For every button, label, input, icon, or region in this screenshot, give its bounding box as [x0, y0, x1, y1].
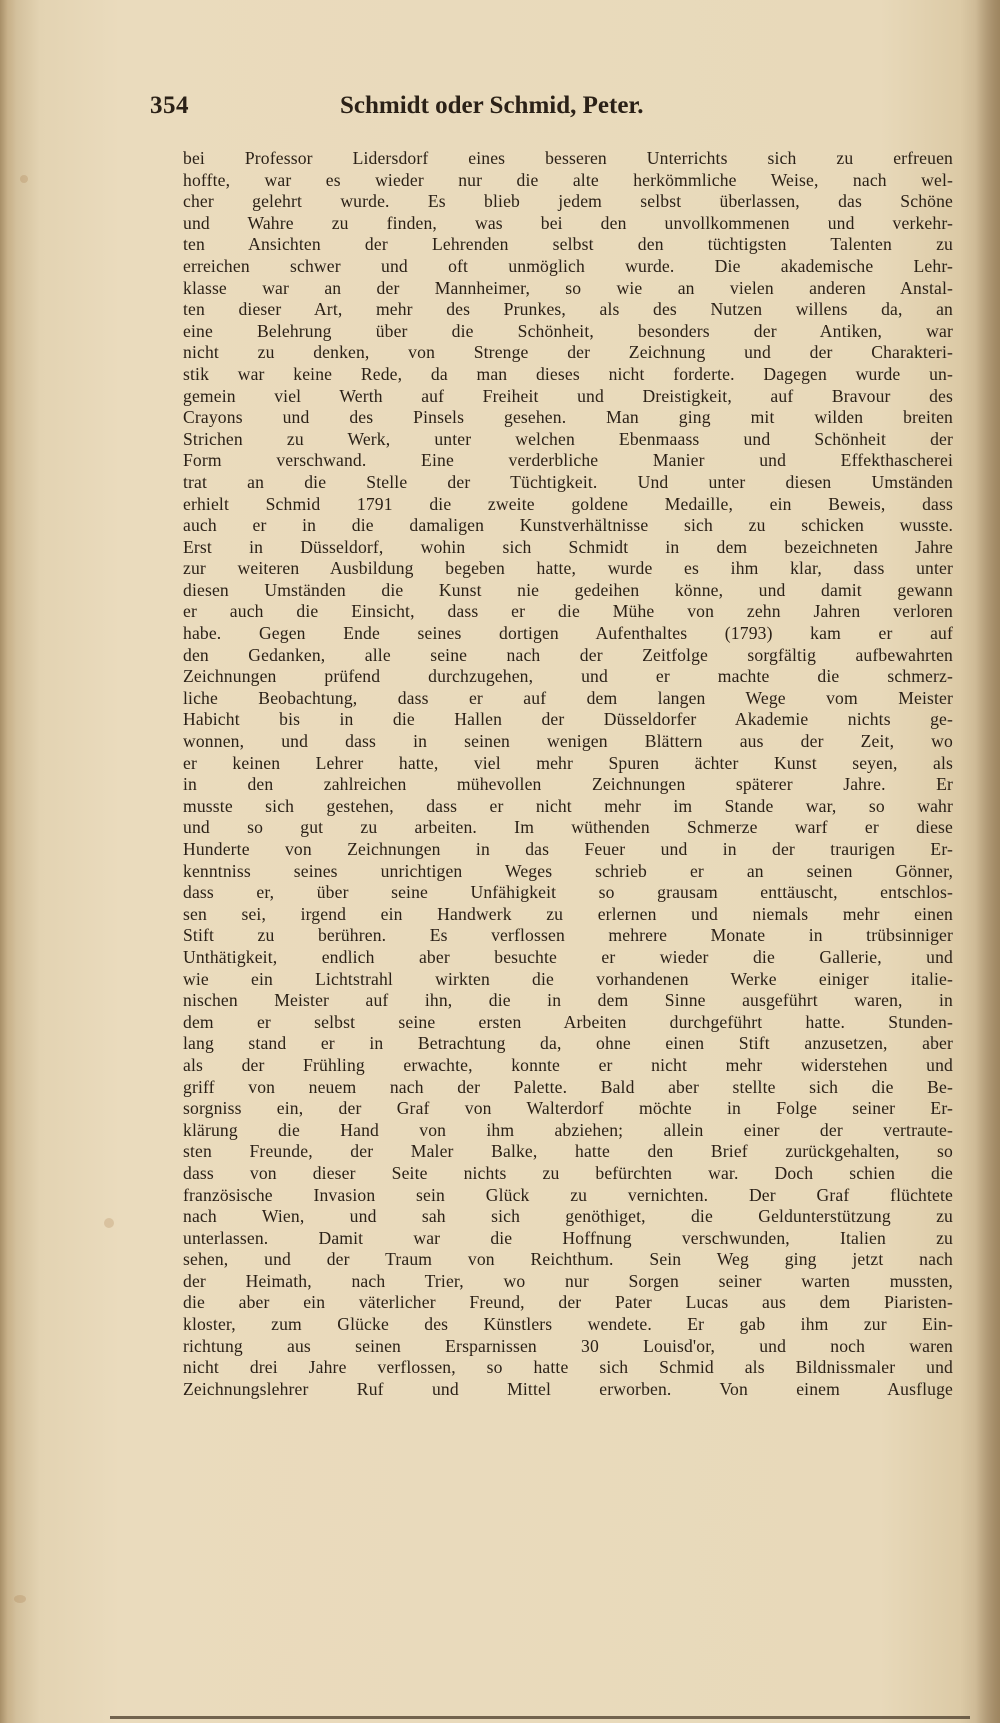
- page-number: 354: [150, 92, 189, 119]
- text-line: Strichen zu Werk, unter welchen Ebenmaass und Schönheit der: [183, 428, 953, 449]
- text-line: er keinen Lehrer hatte, viel mehr Spuren ächter Kunst seyen, als: [183, 752, 953, 773]
- text-line: nischen Meister auf ihn, die in dem Sinne ausgeführt waren, in: [183, 990, 953, 1011]
- text-line: nach Wien, und sah sich genöthiget, die Geldunterstützung zu: [183, 1206, 953, 1227]
- text-line: als der Frühling erwachte, konnte er nicht mehr widerstehen und: [183, 1054, 953, 1075]
- text-line: nicht zu denken, von Strenge der Zeichnung und der Charakteri-: [183, 342, 953, 363]
- text-line: Stift zu berühren. Es verflossen mehrere Monate in trübsinniger: [183, 925, 953, 946]
- text-line: nicht drei Jahre verflossen, so hatte sich Schmid als Bildnissmaler und: [183, 1357, 953, 1378]
- paper-stain: [14, 1595, 26, 1603]
- text-line: Form verschwand. Eine verderbliche Manier und Effekthascherei: [183, 450, 953, 471]
- body-text: [183, 148, 953, 1400]
- text-line: dass von dieser Seite nichts zu befürchten war. Doch schien die: [183, 1162, 953, 1183]
- text-line: Crayons und des Pinsels gesehen. Man ging mit wilden breiten: [183, 407, 953, 428]
- text-line: dem er selbst seine ersten Arbeiten durchgeführt hatte. Stunden-: [183, 1011, 953, 1032]
- text-line: bei Professor Lidersdorf eines besseren Unterrichts sich zu erfreuen: [183, 148, 953, 168]
- page-left-shadow: [0, 0, 16, 1723]
- text-line: eine Belehrung über die Schönheit, besonders der Antiken, war: [183, 320, 953, 341]
- text-line: Hunderte von Zeichnungen in das Feuer und in der traurigen Er-: [183, 839, 953, 859]
- text-line: Zeichnungslehrer Ruf und Mittel erworben. Von einem Ausfluge: [183, 1378, 953, 1399]
- page-header: [150, 92, 740, 132]
- text-line: liche Beobachtung, dass er auf dem langen Wege vom Meister: [183, 687, 953, 708]
- text-line: unterlassen. Damit war die Hoffnung verschwunden, Italien zu: [183, 1227, 953, 1248]
- text-line: griff von neuem nach der Palette. Bald aber stellte sich die Be-: [183, 1076, 953, 1097]
- text-line: diesen Umständen die Kunst nie gedeihen könne, und damit gewann: [183, 579, 953, 600]
- text-line: klasse war an der Mannheimer, so wie an vielen anderen Anstal-: [183, 277, 953, 298]
- text-line: wonnen, und dass in seinen wenigen Blättern aus der Zeit, wo: [183, 731, 953, 752]
- text-line: musste sich gestehen, dass er nicht mehr im Stande war, so wahr: [183, 795, 953, 816]
- text-line: kenntniss seines unrichtigen Weges schrieb er an seinen Gönner,: [183, 860, 953, 881]
- text-line: kloster, zum Glücke des Künstlers wendete. Er gab ihm zur Ein-: [183, 1314, 953, 1335]
- text-line: sehen, und der Traum von Reichthum. Sein Weg ging jetzt nach: [183, 1249, 953, 1270]
- text-line: lang stand er in Betrachtung da, ohne einen Stift anzusetzen, aber: [183, 1033, 953, 1054]
- text-line: dass er, über seine Unfähigkeit so grausam enttäuscht, entschlos-: [183, 882, 953, 903]
- text-line: der Heimath, nach Trier, wo nur Sorgen seiner warten mussten,: [183, 1270, 953, 1291]
- text-line: die aber ein väterlicher Freund, der Pater Lucas aus dem Piaristen-: [183, 1292, 953, 1313]
- text-line: trat an die Stelle der Tüchtigkeit. Und unter diesen Umständen: [183, 471, 953, 492]
- text-line: erhielt Schmid 1791 die zweite goldene Medaille, ein Beweis, dass: [183, 493, 953, 514]
- page-right-shadow: [976, 0, 1000, 1723]
- text-line: ten dieser Art, mehr des Prunkes, als des Nutzen willens da, an: [183, 299, 953, 320]
- text-line: hoffte, war es wieder nur die alte herkömmliche Weise, nach wel-: [183, 169, 953, 190]
- text-line: er auch die Einsicht, dass er die Mühe von zehn Jahren verloren: [183, 601, 953, 622]
- text-line: erreichen schwer und oft unmöglich wurde. Die akademische Lehr-: [183, 255, 953, 276]
- text-line: zur weiteren Ausbildung begeben hatte, wurde es ihm klar, dass unter: [183, 558, 953, 579]
- text-line: französische Invasion sein Glück zu vernichten. Der Graf flüchtete: [183, 1184, 953, 1205]
- text-line: und Wahre zu finden, was bei den unvollkommenen und verkehr-: [183, 212, 953, 233]
- text-line: klärung die Hand von ihm abziehen; allein einer der vertraute-: [183, 1119, 953, 1140]
- text-line: und so gut zu arbeiten. Im wüthenden Schmerze warf er diese: [183, 817, 953, 838]
- text-line: sorgniss ein, der Graf von Walterdorf möchte in Folge seiner Er-: [183, 1098, 953, 1119]
- text-line: wie ein Lichtstrahl wirkten die vorhandenen Werke einiger italie-: [183, 968, 953, 989]
- text-line: Zeichnungen prüfend durchzugehen, und er machte die schmerz-: [183, 666, 953, 687]
- text-line: sten Freunde, der Maler Balke, hatte den Brief zurückgehalten, so: [183, 1141, 953, 1162]
- text-line: ten Ansichten der Lehrenden selbst den tüchtigsten Talenten zu: [183, 234, 953, 255]
- text-line: in den zahlreichen mühevollen Zeichnungen späterer Jahre. Er: [183, 774, 953, 795]
- paper-stain: [20, 175, 28, 183]
- text-line: Habicht bis in die Hallen der Düsseldorfer Akademie nichts ge-: [183, 709, 953, 730]
- text-line: Unthätigkeit, endlich aber besuchte er wieder die Gallerie, und: [183, 946, 953, 967]
- text-line: habe. Gegen Ende seines dortigen Aufenthaltes (1793) kam er auf: [183, 623, 953, 644]
- text-line: gemein viel Werth auf Freiheit und Dreistigkeit, auf Bravour des: [183, 385, 953, 406]
- text-line: cher gelehrt wurde. Es blieb jedem selbst überlassen, das Schöne: [183, 191, 953, 212]
- text-line: Erst in Düsseldorf, wohin sich Schmidt in dem bezeichneten Jahre: [183, 536, 953, 557]
- running-head: Schmidt oder Schmid, Peter.: [340, 92, 644, 119]
- text-line: den Gedanken, alle seine nach der Zeitfolge sorgfältig aufbewahrten: [183, 644, 953, 665]
- text-line: sen sei, irgend ein Handwerk zu erlernen und niemals mehr einen: [183, 903, 953, 924]
- text-line: auch er in die damaligen Kunstverhältnisse sich zu schicken wusste.: [183, 515, 953, 536]
- text-line: richtung aus seinen Ersparnissen 30 Louisd'or, und noch waren: [183, 1335, 953, 1356]
- paper-stain: [104, 1218, 114, 1228]
- text-line: stik war keine Rede, da man dieses nicht forderte. Dagegen wurde un-: [183, 363, 953, 384]
- page-bottom-rule: [110, 1716, 970, 1719]
